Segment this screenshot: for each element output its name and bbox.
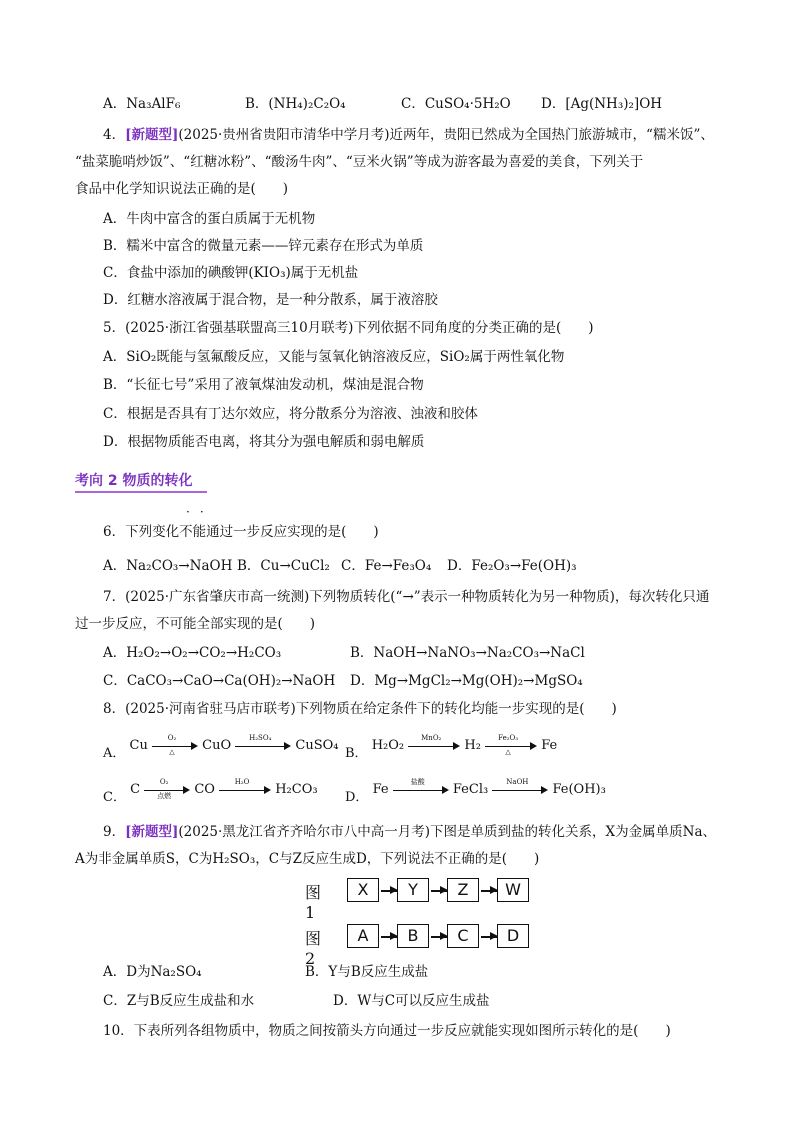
- q3-option-c: C．CuSO₄·5H₂O: [401, 96, 511, 112]
- q4-number: 4．: [103, 127, 126, 143]
- q4-stem-line3: 食品中化学知识说法正确的是( ): [75, 181, 289, 197]
- figure-1-box-x: X: [347, 878, 379, 902]
- q10-stem: 10．下表所列各组物质中，物质之间按箭头方向通过一步反应就能实现如图所示转化的是( ): [103, 1023, 671, 1039]
- reactant: C: [130, 782, 141, 797]
- q8-stem: 8．(2025·河南省驻马店市联考)下列物质在给定条件下的转化均能一步实现的是( ): [103, 701, 617, 717]
- arrow-icon: [481, 936, 497, 938]
- arrow-icon: [381, 936, 397, 938]
- figure-2-box-a: A: [347, 924, 379, 948]
- q5-option-c: C．根据是否具有丁达尔效应，将分散系分为溶液、浊液和胶体: [103, 406, 478, 422]
- q5-option-a: A．SiO₂既能与氢氟酸反应，又能与氢氧化钠溶液反应，SiO₂属于两性氧化物: [103, 349, 565, 365]
- figure-2-box-d: D: [497, 924, 529, 948]
- q8-option-a: A． Cu O₂ △ CuO H₂SO₄ CuSO₄: [103, 733, 339, 761]
- q4-stem-line1: [103, 125, 714, 145]
- q9-option-c: C．Z与B反应生成盐和水: [103, 993, 255, 1009]
- q6-option-d: D．Fe₂O₃→Fe(OH)₃: [447, 558, 577, 574]
- q3-option-d: D．[Ag(NH₃)₂]OH: [541, 96, 663, 112]
- product: Fe: [541, 738, 558, 753]
- q9-option-d: D．W与C可以反应生成盐: [333, 993, 490, 1009]
- intermediate: FeCl₃: [452, 782, 489, 797]
- reaction-arrow-icon: 盐酸: [393, 784, 449, 796]
- emphasis-dots: ··: [186, 505, 214, 519]
- figure-1-box-w: W: [497, 878, 529, 902]
- q9-stem-line1: [103, 822, 716, 842]
- q5-stem: 5．(2025·浙江省强基联盟高三10月联考)下列依据不同角度的分类正确的是( ): [103, 320, 594, 336]
- q6-option-b: B．Cu→CuCl₂: [237, 558, 330, 574]
- arrow-icon: [431, 936, 447, 938]
- figure-1-label: 图1: [305, 883, 322, 922]
- q4-option-b: B．糯米中富含的微量元素——锌元素存在形式为单质: [103, 238, 424, 254]
- reaction-arrow-icon: H₂SO₄: [235, 740, 291, 752]
- intermediate: CO: [194, 782, 215, 797]
- figure-2-box-c: C: [447, 924, 479, 948]
- reactant: Fe: [372, 782, 389, 797]
- reactant: H₂O₂: [371, 738, 405, 753]
- q9-number: 9．: [103, 824, 126, 840]
- figure-1-box-y: Y: [397, 878, 429, 902]
- q7-option-a: A．H₂O₂→O₂→CO₂→H₂CO₃: [103, 645, 282, 661]
- section-underline: [75, 491, 207, 493]
- reaction-arrow-icon: O₂ 点燃: [144, 784, 190, 796]
- q6-option-c: C．Fe→Fe₃O₄: [341, 558, 432, 574]
- q4-stem-text: (2025·贵州省贵阳市清华中学月考)近两年，贵阳已然成为全国热门旅游城市，“糯米饭”、: [178, 127, 714, 143]
- arrow-icon: [431, 890, 447, 892]
- intermediate: CuO: [202, 738, 232, 753]
- q9-option-b: B．Y与B反应生成盐: [305, 964, 429, 980]
- q3-option-a: A．Na₃AlF₆: [103, 96, 181, 112]
- reactant: Cu: [129, 738, 148, 753]
- q4-option-a: A．牛肉中富含的蛋白质属于无机物: [103, 211, 316, 227]
- q9-option-a: A．D为Na₂SO₄: [103, 964, 202, 980]
- figure-2-label: 图2: [305, 929, 322, 968]
- q7-option-c: C．CaCO₃→CaO→Ca(OH)₂→NaOH: [103, 673, 336, 689]
- figure-2-box-b: B: [397, 924, 429, 948]
- reaction-arrow-icon: Fe₂O₃ △: [485, 740, 537, 752]
- intermediate: H₂: [464, 738, 481, 753]
- q7-option-d: D．Mg→MgCl₂→Mg(OH)₂→MgSO₄: [350, 673, 583, 689]
- q9-stem-line2: A为非金属单质S，C为H₂SO₃，C与Z反应生成D，下列说法不正确的是( ): [75, 851, 540, 867]
- q8-option-b: B． H₂O₂ MnO₂ H₂ Fe₂O₃ △ Fe: [345, 733, 558, 761]
- arrow-icon: [381, 890, 397, 892]
- q9-stem-text: (2025·黑龙江省齐齐哈尔市八中高一月考)下图是单质到盐的转化关系，X为金属单质Na、: [178, 824, 717, 840]
- q4-stem-line2: “盐菜脆哨炒饭”、“红糖冰粉”、“酸汤牛肉”、“豆米火锅”等成为游客最为喜爱的美食，下列关于: [75, 154, 644, 170]
- product: H₂CO₃: [275, 782, 318, 797]
- q3-option-b: B．(NH₄)₂C₂O₄: [245, 96, 346, 112]
- reaction-arrow-icon: NaOH: [492, 784, 548, 796]
- product: CuSO₄: [295, 738, 339, 753]
- q6-stem: 6．下列变化不能通过一步反应实现的是( ): [103, 524, 379, 540]
- q7-option-b: B．NaOH→NaNO₃→Na₂CO₃→NaCl: [350, 645, 585, 661]
- q8-option-d: D． Fe 盐酸 FeCl₃ NaOH Fe(OH)₃: [345, 777, 606, 805]
- q8-option-c: C． C O₂ 点燃 CO H₂O H₂CO₃: [103, 777, 318, 805]
- new-question-tag: [新题型]: [125, 824, 179, 840]
- q6-option-a: A．Na₂CO₃→NaOH: [103, 558, 233, 574]
- product: Fe(OH)₃: [552, 782, 606, 797]
- q4-option-c: C．食盐中添加的碘酸钾(KIO₃)属于无机盐: [103, 265, 359, 281]
- new-question-tag: [新题型]: [125, 127, 179, 143]
- reaction-arrow-icon: H₂O: [219, 784, 271, 796]
- q7-stem-line2: 过一步反应，不可能全部实现的是( ): [75, 616, 316, 632]
- q7-stem-line1: 7．(2025·广东省肇庆市高一统测)下列物质转化(“→”表示一种物质转化为另一种物质)，每次转化只通: [103, 589, 710, 605]
- q4-option-d: D．红糖水溶液属于混合物，是一种分散系，属于液溶胶: [103, 292, 438, 308]
- figure-1-box-z: Z: [447, 878, 479, 902]
- section-heading: 考向 2 物质的转化: [75, 473, 193, 489]
- q5-option-b: B．“长征七号”采用了液氧煤油发动机，煤油是混合物: [103, 377, 424, 393]
- reaction-arrow-icon: O₂ △: [152, 740, 198, 752]
- q5-option-d: D．根据物质能否电离，将其分为强电解质和弱电解质: [103, 434, 425, 450]
- reaction-arrow-icon: MnO₂: [408, 740, 460, 752]
- arrow-icon: [481, 890, 497, 892]
